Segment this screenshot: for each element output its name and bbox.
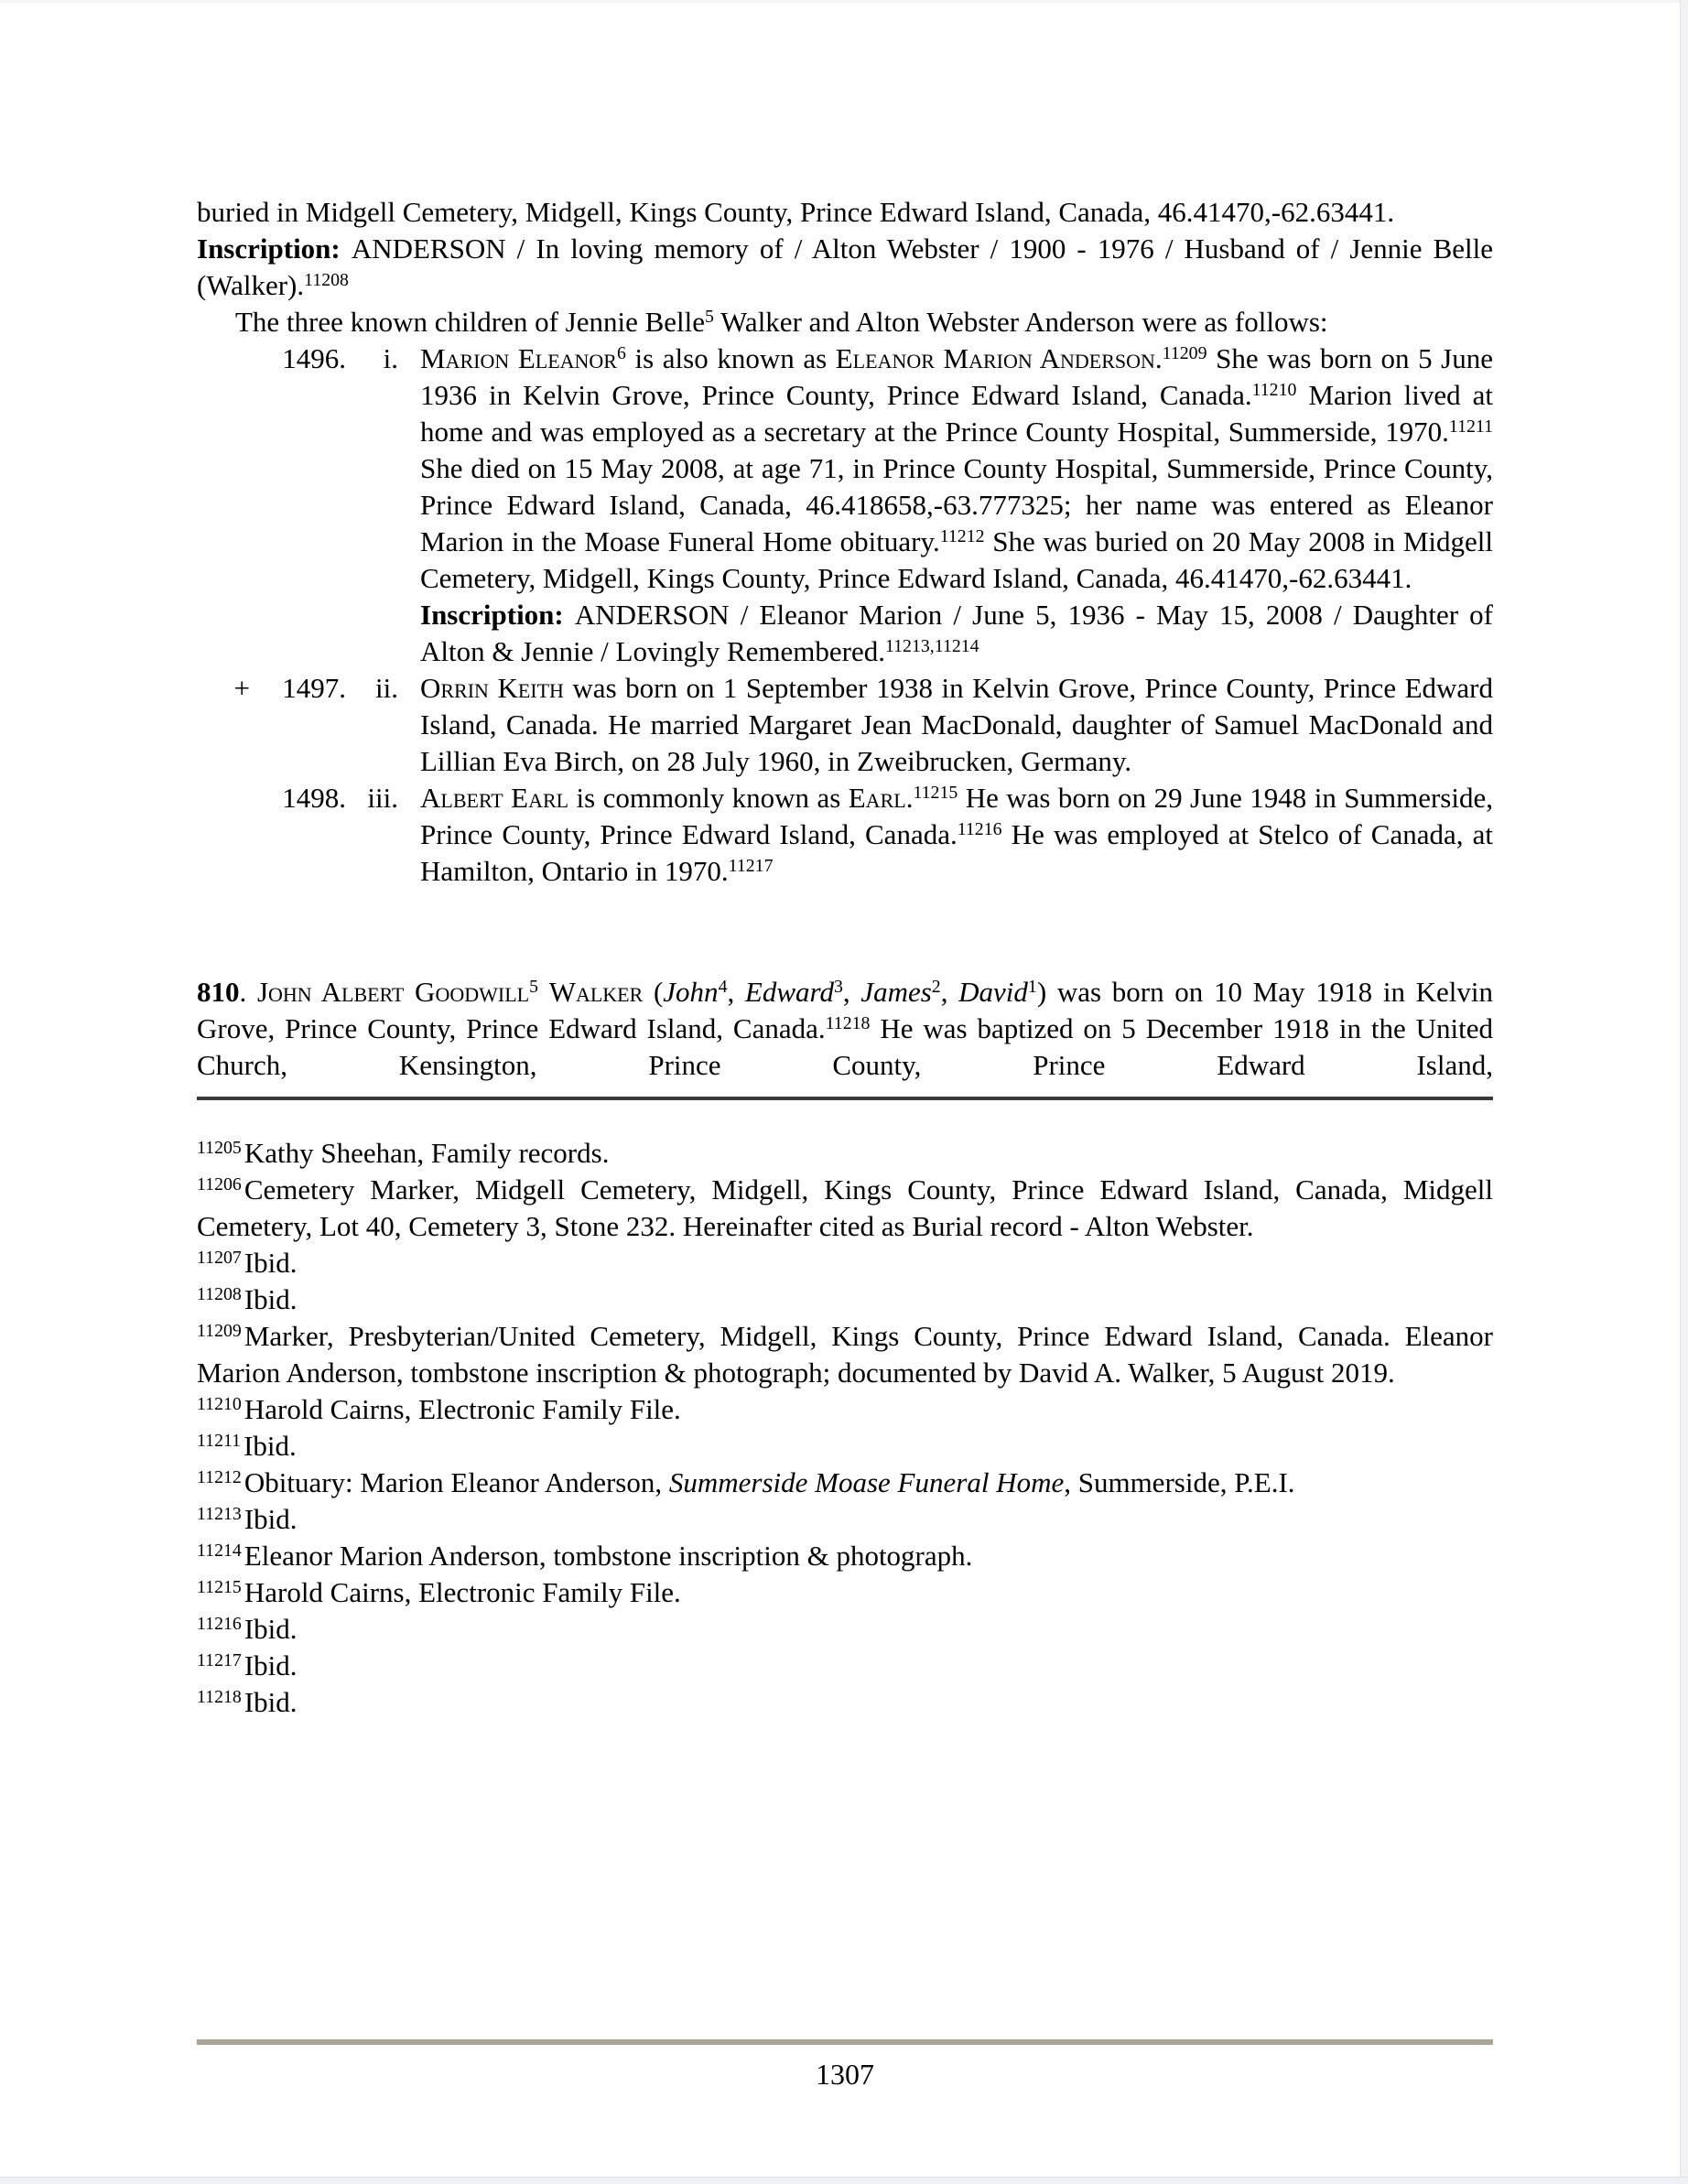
child-number: 1497. [282, 672, 346, 704]
footer-rule [197, 2039, 1493, 2045]
child-number: 1498. [282, 782, 346, 814]
child-text [400, 341, 1493, 670]
footnote-number: 11213 [197, 1504, 242, 1525]
child-plus-marker [197, 341, 261, 670]
footnote-text: Cemetery Marker, Midgell Cemetery, Midgell, Kings County, Prince Edward Island, Canada, Midgell Cemetery, Lot 40, Cemetery 3, Stone 232. Hereinafter cited as Burial record - Alton Webster. [197, 1173, 1493, 1242]
child-text [400, 670, 1493, 780]
child-roman-numeral: ii. [375, 672, 398, 704]
paragraph-inscription-alton: Inscription: ANDERSON / In loving memory of / Alton Webster / 1900 - 1976 / Husband of / Jennie Belle (Walker).$^{11208}$ [197, 232, 1493, 301]
child-number: 1496. [282, 342, 346, 374]
footnote-number: 11217 [197, 1650, 242, 1671]
footnote-number: 11206 [197, 1174, 242, 1195]
page-number: 1307 [816, 2058, 874, 2091]
child-list-item [197, 341, 1493, 670]
child-list-item [197, 670, 1493, 780]
footnote-item [197, 1684, 1493, 1721]
child-list-item [197, 780, 1493, 890]
child-plus-marker: + [233, 672, 250, 704]
child-inscription: Inscription: ANDERSON / Eleanor Marion / June 5, 1936 - May 15, 2008 / Daughter of Alton & Jennie / Lovingly Remembered.$^{11213,11214}$ [420, 599, 1493, 667]
footnote-text: Ibid. [243, 1649, 298, 1681]
footnote-number: 11215 [197, 1577, 242, 1598]
footnote-item [197, 1538, 1493, 1574]
footnote-text: Ibid. [243, 1247, 298, 1279]
footnote-item [197, 1501, 1493, 1538]
footnote-text: Eleanor Marion Anderson, tombstone inscription & photograph. [243, 1540, 973, 1572]
footnote-number: 11205 [197, 1138, 242, 1159]
footnote-item [197, 1648, 1493, 1684]
child-description: Albert Earl is commonly known as Earl.$^{11215}$ He was born on 29 June 1948 in Summerside, Prince County, Prince Edward Island, Canada.$^{11216}$ He was employed at Stelco of Canada, at Hamilton, Ontario in 1970.$^{11217}$ [420, 782, 1493, 887]
footnote-item [197, 1428, 1493, 1465]
footnote-number: 11209 [197, 1321, 242, 1342]
footnotes-section [197, 1097, 1493, 1721]
footnote-item [197, 1611, 1493, 1648]
child-roman-numeral: iii. [367, 782, 398, 814]
viewer-edge-right [1680, 0, 1688, 2184]
footnote-item [197, 1172, 1493, 1245]
child-plus-marker [197, 780, 261, 890]
child-description: Marion Eleanor$^6$ is also known as Eleanor Marion Anderson.$^{11209}$ She was born on 5 June 1936 in Kelvin Grove, Prince County, Prince Edward Island, Canada.$^{11210}$ Marion lived at home and was employed as a secretary at the Prince County Hospital, Summerside, 1970.$^{11211}$ She died on 15 May 2008, at age 71, in Prince County Hospital, Summerside, Prince County, Prince Edward Island, Canada, 46.418658,-63.777325; her name was entered as Eleanor Marion in the Moase Funeral Home obituary.$^{11212}$ She was buried on 20 May 2008 in Midgell Cemetery, Midgell, Kings County, Prince Edward Island, Canada, 46.41470,-62.63441. [420, 342, 1494, 594]
footnote-number: 11216 [197, 1614, 242, 1635]
footnote-text: Harold Cairns, Electronic Family File. [243, 1393, 681, 1425]
footnote-text: Kathy Sheehan, Family records. [243, 1137, 610, 1169]
footnote-text: Ibid. [243, 1283, 298, 1315]
paragraph-burial-continued: buried in Midgell Cemetery, Midgell, Kings County, Prince Edward Island, Canada, 46.41470,-62.63441. [197, 196, 1395, 228]
footnote-text: Obituary: Marion Eleanor Anderson, Summerside Moase Funeral Home, Summerside, P.E.I. [243, 1466, 1295, 1498]
footnote-item [197, 1245, 1493, 1281]
child-roman-numeral: i. [383, 342, 398, 374]
footnote-text: Marker, Presbyterian/United Cemetery, Midgell, Kings County, Prince Edward Island, Canada. Eleanor Marion Anderson, tombstone inscription & photograph; documented by David A. Walker, 5 August 2019. [197, 1320, 1493, 1389]
child-text [400, 780, 1493, 890]
page-body-text [197, 194, 1493, 1721]
paragraph-children-intro: The three known children of Jennie Belle$^5$ Walker and Alton Webster Anderson were as follows: [235, 306, 1328, 338]
footnote-text: Harold Cairns, Electronic Family File. [243, 1576, 681, 1608]
footnote-number: 11211 [197, 1431, 242, 1452]
footnote-item [197, 1135, 1493, 1172]
footnote-text: Ibid. [243, 1613, 298, 1645]
footnote-item [197, 1465, 1493, 1501]
footnote-item [197, 1574, 1493, 1611]
footnote-number: 11212 [197, 1467, 242, 1488]
footnote-text: Ibid. [243, 1430, 297, 1462]
footnote-number: 11214 [197, 1541, 242, 1562]
children-list [197, 341, 1493, 890]
footnote-item [197, 1281, 1493, 1318]
footnote-item [197, 1318, 1493, 1391]
child-description: Orrin Keith was born on 1 September 1938 in Kelvin Grove, Prince County, Prince Edward Island, Canada. He married Margaret Jean MacDonald, daughter of Samuel MacDonald and Lillian Eva Birch, on 28 July 1960, in Zweibrucken, Germany. [420, 672, 1493, 777]
footnote-number: 11207 [197, 1248, 242, 1269]
footnote-list [197, 1135, 1493, 1721]
footnote-item [197, 1391, 1493, 1428]
paragraph-entry-810: 810. John Albert Goodwill$^5$ Walker (John$^4$, Edward$^3$, James$^2$, David$^1$) was born on 10 May 1918 in Kelvin Grove, Prince County, Prince Edward Island, Canada.$^{11218}$ He was baptized on 5 December 1918 in the United Church, Kensington, Prince County, Prince Edward Island, [197, 976, 1494, 1081]
viewer-edge-top [0, 0, 1688, 3]
page-footer [197, 2039, 1493, 2092]
footnote-number: 11218 [197, 1687, 242, 1708]
footnote-number: 11210 [197, 1394, 242, 1415]
viewer-edge-bottom [0, 2177, 1688, 2184]
footnote-text: Ibid. [243, 1686, 298, 1718]
footnote-number: 11208 [197, 1284, 242, 1305]
footnote-text: Ibid. [243, 1503, 298, 1535]
